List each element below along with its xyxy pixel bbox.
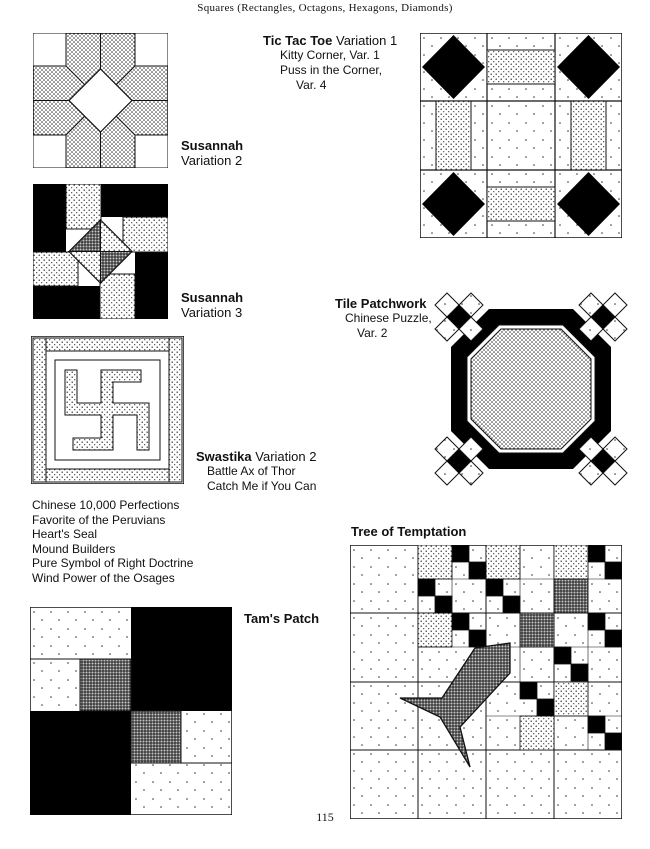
alternate-name: Puss in the Corner, xyxy=(280,63,383,77)
block-variation: Variation 1 xyxy=(335,33,398,48)
block-name: Tile Patchwork xyxy=(335,296,427,311)
alternate-name: Chinese Puzzle, xyxy=(345,311,432,325)
alternate-name: Mound Builders xyxy=(32,541,116,556)
alternate-name: Var. 2 xyxy=(357,326,388,340)
page-number: 115 xyxy=(316,810,334,824)
tams-patch-block xyxy=(30,607,232,815)
block-name: Swastika xyxy=(196,449,252,464)
susannah-variation-2-caption xyxy=(181,138,243,168)
alternate-name: Var. 4 xyxy=(296,78,327,92)
tic-tac-toe-variation-1-caption xyxy=(263,33,397,93)
alternate-name: Chinese 10,000 Perfections xyxy=(32,498,180,512)
alternate-name: Heart's Seal xyxy=(32,527,97,542)
susannah-variation-3-block xyxy=(33,184,168,319)
block-variation: Variation 2 xyxy=(181,153,243,168)
block-variation: Variation 3 xyxy=(181,305,243,320)
alternate-name: Kitty Corner, Var. 1 xyxy=(280,48,380,62)
alternate-name: Favorite of the Peruvians xyxy=(32,512,166,527)
tic-tac-toe-variation-1-block xyxy=(420,33,622,238)
alternate-name: Battle Ax of Thor xyxy=(207,464,296,478)
tile-patchwork-caption xyxy=(335,296,432,341)
tree-of-temptation-caption xyxy=(351,524,466,539)
block-variation: Variation 2 xyxy=(255,449,317,464)
tree-of-temptation-block xyxy=(350,545,622,819)
swastika-variation-2-block xyxy=(31,336,184,484)
block-name: Tam's Patch xyxy=(244,611,320,626)
susannah-variation-3-caption xyxy=(181,290,243,320)
page-header: Squares (Rectangles, Octagons, Hexagons, Diamonds) xyxy=(197,2,453,14)
alternate-name: Wind Power of the Osages xyxy=(32,570,175,585)
block-name: Tic Tac Toe xyxy=(263,33,333,48)
tile-patchwork-block xyxy=(433,291,629,487)
block-name: Susannah xyxy=(181,138,244,153)
tams-patch-caption xyxy=(244,611,319,626)
alternate-name: Pure Symbol of Right Doctrine xyxy=(32,556,194,571)
alternate-name: Catch Me if You Can xyxy=(207,479,317,493)
block-name: Tree of Temptation xyxy=(351,524,467,539)
block-name: Susannah xyxy=(181,290,244,305)
swastika-variation-2-caption xyxy=(196,449,316,494)
susannah-variation-2-block xyxy=(33,33,168,168)
swastika-alternate-names-list xyxy=(32,498,193,586)
